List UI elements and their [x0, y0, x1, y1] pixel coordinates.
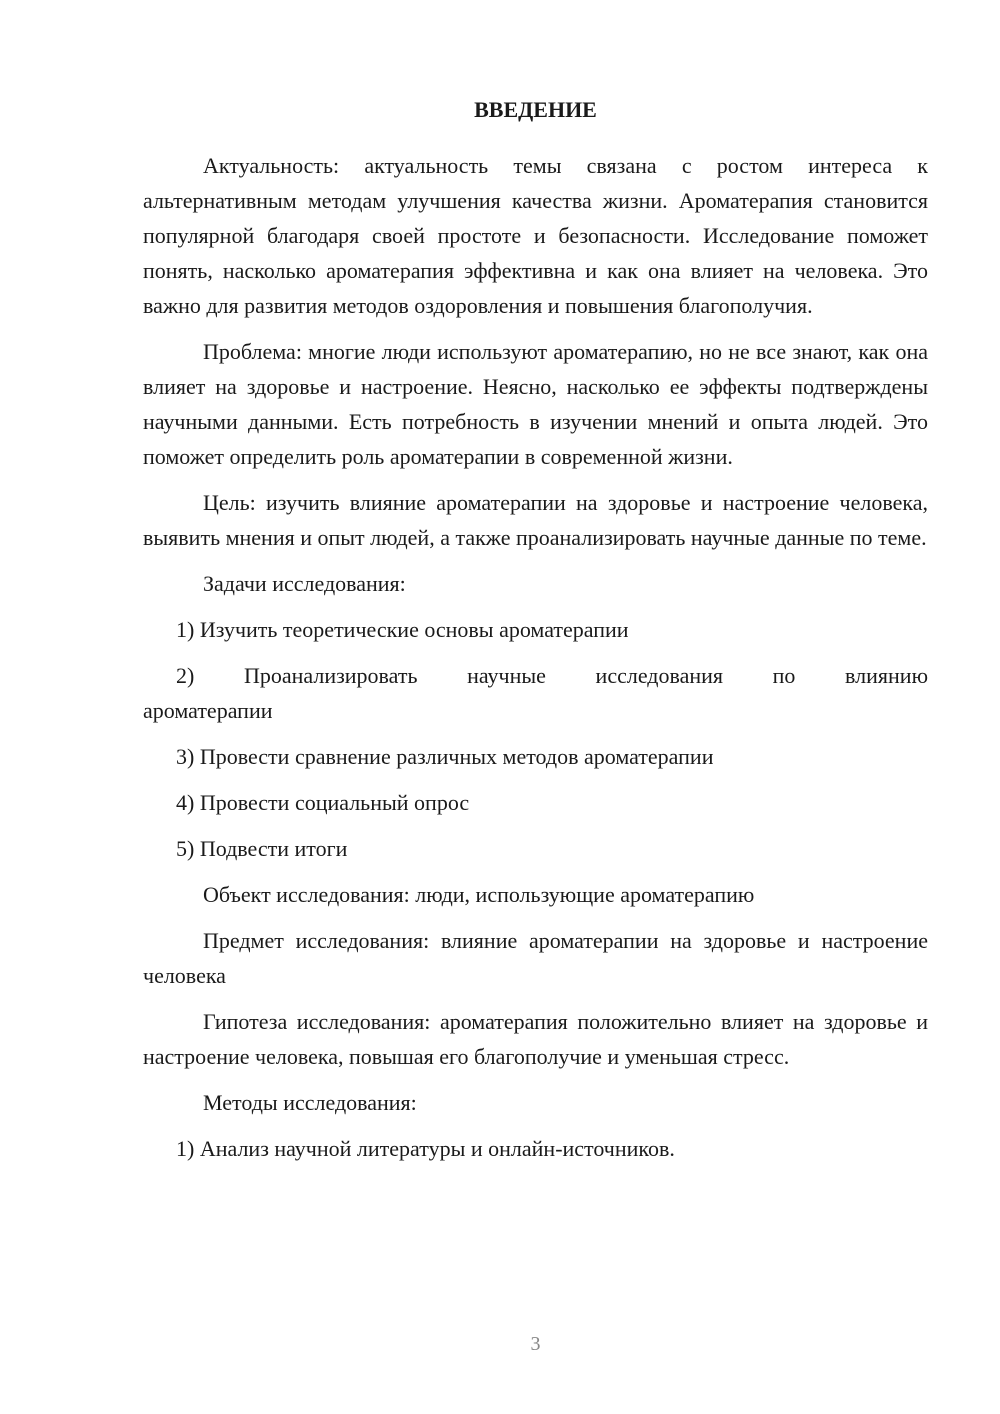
goal-paragraph: Цель: изучить влияние ароматерапии на здоровье и настроение человека, выявить мнения и опыт людей, а также проанализировать научные данные по теме.	[143, 490, 928, 550]
task-item-3: 3) Провести сравнение различных методов ароматерапии	[176, 744, 714, 769]
task-item-4: 4) Провести социальный опрос	[176, 790, 470, 815]
problem-paragraph: Проблема: многие люди используют ароматерапию, но не все знают, как она влияет на здоровье и настроение. Неясно, насколько ее эффекты подтверждены научными данными. Есть потребность в изучении мнений и опыта людей. Это поможет определить роль ароматерапии в современной жизни.	[143, 339, 928, 469]
task-item-2-continuation: ароматерапии	[143, 698, 273, 723]
relevance-paragraph: Актуальность: актуальность темы связана с ростом интереса к альтернативным методам улучшения качества жизни. Ароматерапия становится популярной благодаря своей простоте и безопасности. Исследование поможет понять, насколько ароматерапия эффективна и как она влияет на человека. Это важно для развития методов оздоровления и повышения благополучия.	[143, 153, 928, 318]
subject-paragraph: Предмет исследования: влияние ароматерапии на здоровье и настроение человека	[143, 928, 928, 988]
document-page	[143, 94, 928, 1177]
document-title: ВВЕДЕНИЕ	[474, 97, 597, 122]
task-item-2: 2) Проанализировать научные исследования по влиянию	[176, 663, 928, 688]
methods-heading: Методы исследования:	[203, 1090, 417, 1115]
hypothesis-paragraph: Гипотеза исследования: ароматерапия положительно влияет на здоровье и настроение человека, повышая его благополучие и уменьшая стресс.	[143, 1009, 928, 1069]
tasks-heading: Задачи исследования:	[203, 571, 406, 596]
task-item-1: 1) Изучить теоретические основы ароматерапии	[176, 617, 629, 642]
page-number: 3	[530, 1333, 541, 1355]
method-item-1: 1) Анализ научной литературы и онлайн-источников.	[176, 1136, 675, 1161]
object-line: Объект исследования: люди, использующие ароматерапию	[203, 882, 755, 907]
task-item-5: 5) Подвести итоги	[176, 836, 348, 861]
